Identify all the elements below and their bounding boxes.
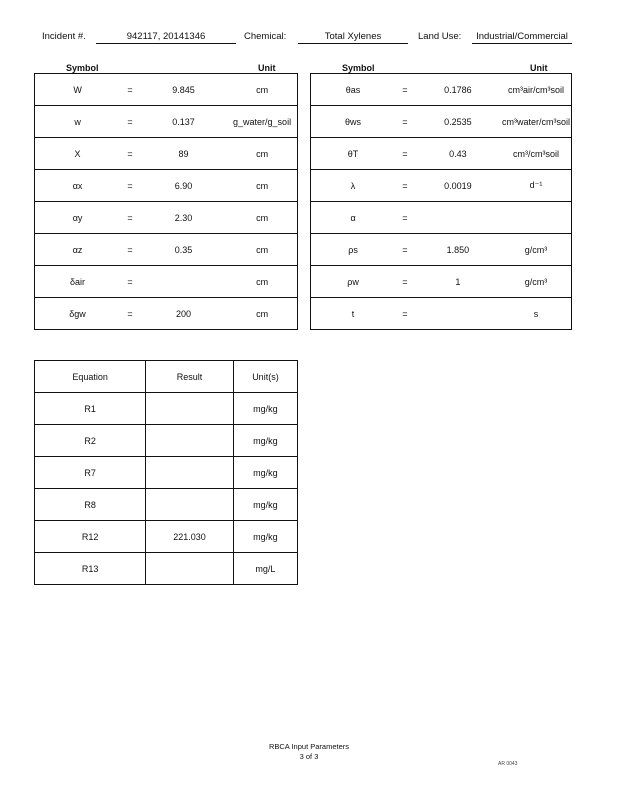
equation-equation-cell: R2 (35, 425, 146, 457)
right-value-cell: 1.850 (415, 234, 501, 266)
right-symbol-cell: θws (311, 106, 396, 138)
right-unit-cell: cm³/cm³soil (501, 138, 571, 170)
left-unit-cell: cm (227, 202, 297, 234)
equation-header: Equation (35, 361, 146, 393)
left-symbol-cell: αy (35, 202, 121, 234)
left-row (35, 298, 298, 330)
left-unit-cell: cm (227, 298, 297, 330)
left-unit-cell: cm (227, 266, 297, 298)
right-row (311, 170, 572, 202)
chemical-label: Chemical: (244, 31, 287, 42)
left-row (35, 138, 298, 170)
equation-row (35, 457, 298, 489)
right-symbol-cell: ρs (311, 234, 396, 266)
right-equals-cell: = (395, 170, 415, 202)
left-equals-cell: = (120, 202, 140, 234)
left-value-cell: 0.35 (140, 234, 227, 266)
right-symbol-header: Symbol (342, 63, 375, 73)
left-unit-cell: g_water/g_soil (227, 106, 297, 138)
equation-result-cell (146, 457, 234, 489)
equation-equation-cell: R1 (35, 393, 146, 425)
land-use-value: Industrial/Commercial (472, 31, 572, 44)
left-equals-cell: = (120, 106, 140, 138)
left-value-cell: 89 (140, 138, 227, 170)
left-unit-cell: cm (227, 138, 297, 170)
incident-value: 942117, 20141346 (96, 31, 236, 44)
left-equals-cell: = (120, 170, 140, 202)
equation-row (35, 521, 298, 553)
right-value-cell: 0.1786 (415, 74, 501, 106)
equation-result-cell (146, 489, 234, 521)
right-symbol-cell: θT (311, 138, 396, 170)
left-unit-cell: cm (227, 170, 297, 202)
left-symbol-cell: αz (35, 234, 121, 266)
right-symbol-cell: t (311, 298, 396, 330)
left-equals-cell: = (120, 298, 140, 330)
right-value-cell: 0.0019 (415, 170, 501, 202)
equation-result-cell (146, 425, 234, 457)
right-equals-cell: = (395, 298, 415, 330)
equation-result-cell (146, 393, 234, 425)
right-value-cell: 1 (415, 266, 501, 298)
left-row (35, 106, 298, 138)
left-value-cell: 0.137 (140, 106, 227, 138)
left-equals-cell: = (120, 266, 140, 298)
left-value-cell: 2.30 (140, 202, 227, 234)
left-symbol-cell: W (35, 74, 121, 106)
right-value-cell (415, 202, 501, 234)
equation-unit-cell: mg/kg (233, 425, 297, 457)
left-value-cell: 200 (140, 298, 227, 330)
land-use-label: Land Use: (418, 31, 462, 42)
left-unit-cell: cm (227, 74, 297, 106)
left-row (35, 202, 298, 234)
left-equals-cell: = (120, 138, 140, 170)
right-equals-cell: = (395, 74, 415, 106)
right-unit-cell: d⁻¹ (501, 170, 571, 202)
right-value-cell: 0.2535 (415, 106, 501, 138)
right-equals-cell: = (395, 106, 415, 138)
equation-result-cell (146, 553, 234, 585)
archive-stamp: AR 0043 (498, 761, 518, 767)
left-row (35, 234, 298, 266)
left-row (35, 74, 298, 106)
equation-unit-cell: mg/kg (233, 489, 297, 521)
right-unit-header: Unit (530, 63, 548, 73)
right-row (311, 266, 572, 298)
right-row (311, 138, 572, 170)
equation-table (34, 360, 298, 585)
left-equals-cell: = (120, 234, 140, 266)
right-unit-cell: cm³water/cm³soil (501, 106, 571, 138)
right-unit-cell (501, 202, 571, 234)
equation-unit-cell: mg/L (233, 553, 297, 585)
right-row (311, 74, 572, 106)
left-value-cell: 9.845 (140, 74, 227, 106)
equation-unit-cell: mg/kg (233, 457, 297, 489)
left-value-cell: 6.90 (140, 170, 227, 202)
right-value-cell (415, 298, 501, 330)
units-header: Unit(s) (233, 361, 297, 393)
left-parameter-table (34, 73, 298, 330)
equation-equation-cell: R12 (35, 521, 146, 553)
incident-label: Incident #. (42, 31, 86, 42)
right-equals-cell: = (395, 138, 415, 170)
left-symbol-cell: w (35, 106, 121, 138)
equation-result-cell: 221.030 (146, 521, 234, 553)
right-value-cell: 0.43 (415, 138, 501, 170)
right-unit-cell: g/cm³ (501, 234, 571, 266)
equation-row (35, 489, 298, 521)
left-symbol-cell: δair (35, 266, 121, 298)
right-row (311, 202, 572, 234)
left-unit-cell: cm (227, 234, 297, 266)
right-equals-cell: = (395, 202, 415, 234)
equation-equation-cell: R8 (35, 489, 146, 521)
equation-row (35, 425, 298, 457)
footer-title: RBCA Input Parameters (268, 742, 350, 751)
right-symbol-cell: α (311, 202, 396, 234)
left-row (35, 170, 298, 202)
equation-equation-cell: R13 (35, 553, 146, 585)
equation-row (35, 393, 298, 425)
right-row (311, 298, 572, 330)
right-parameter-table (310, 73, 572, 330)
left-unit-header: Unit (258, 63, 276, 73)
right-equals-cell: = (395, 234, 415, 266)
left-equals-cell: = (120, 74, 140, 106)
right-row (311, 234, 572, 266)
footer-page: 3 of 3 (299, 752, 319, 761)
result-header: Result (146, 361, 234, 393)
left-symbol-header: Symbol (66, 63, 99, 73)
equation-unit-cell: mg/kg (233, 521, 297, 553)
right-equals-cell: = (395, 266, 415, 298)
right-unit-cell: g/cm³ (501, 266, 571, 298)
left-symbol-cell: αx (35, 170, 121, 202)
right-unit-cell: cm³air/cm³soil (501, 74, 571, 106)
left-symbol-cell: X (35, 138, 121, 170)
equation-unit-cell: mg/kg (233, 393, 297, 425)
right-symbol-cell: λ (311, 170, 396, 202)
right-unit-cell: s (501, 298, 571, 330)
equation-equation-cell: R7 (35, 457, 146, 489)
left-value-cell (140, 266, 227, 298)
right-row (311, 106, 572, 138)
equation-row (35, 553, 298, 585)
right-symbol-cell: ρw (311, 266, 396, 298)
chemical-value: Total Xylenes (298, 31, 408, 44)
right-symbol-cell: θas (311, 74, 396, 106)
left-symbol-cell: δgw (35, 298, 121, 330)
left-row (35, 266, 298, 298)
